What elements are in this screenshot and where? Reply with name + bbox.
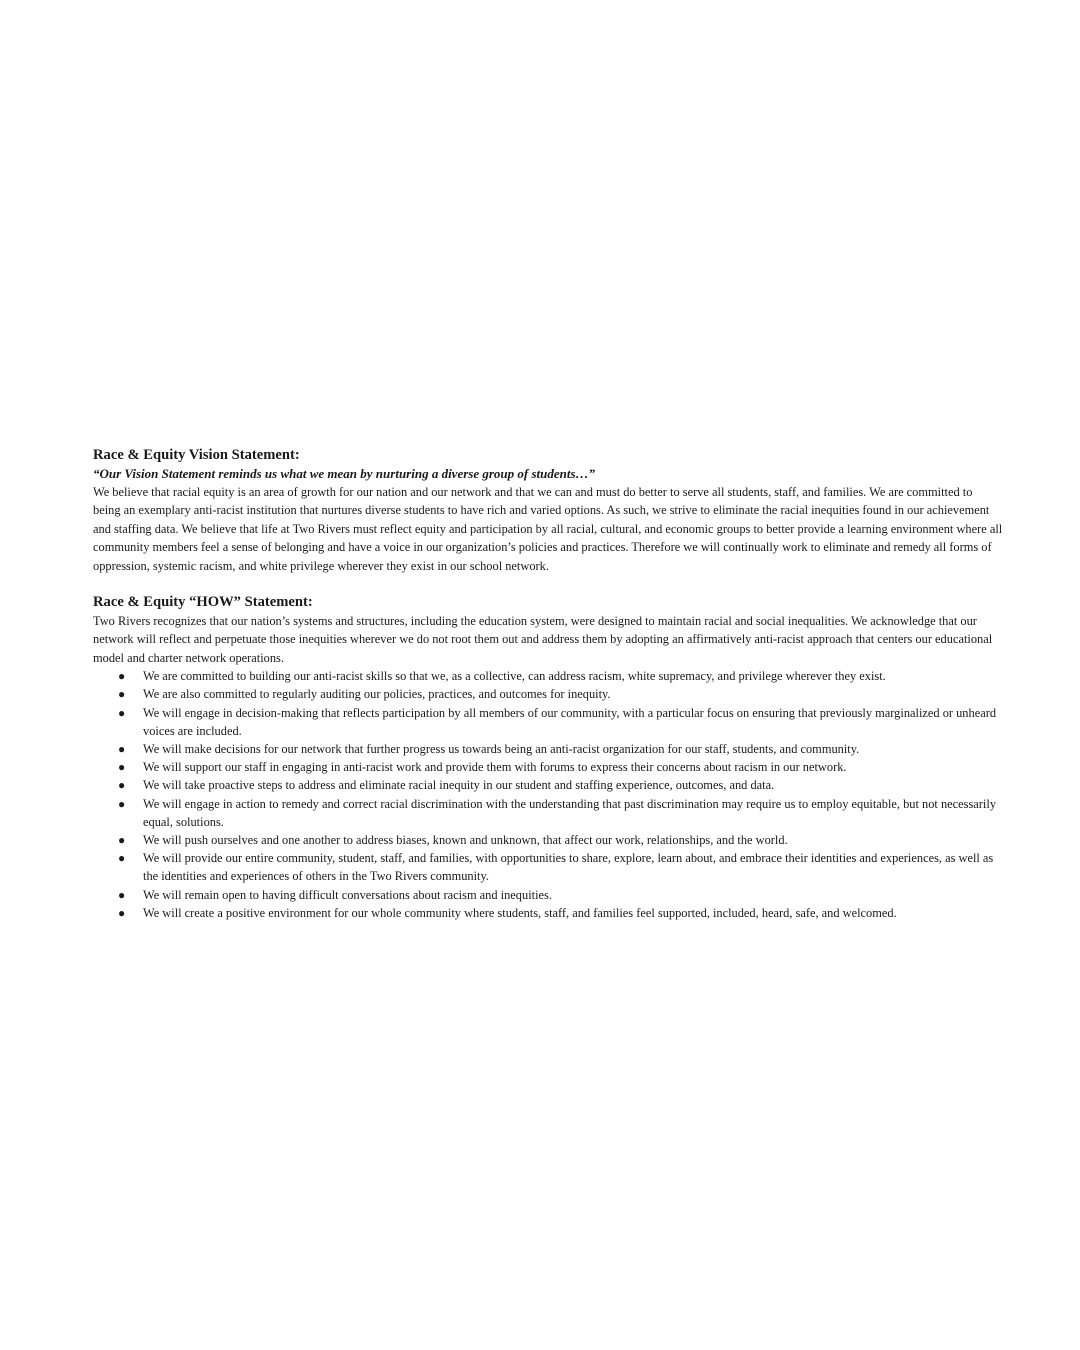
vision-statement-section: [93, 446, 1003, 575]
list-item: [93, 904, 1003, 922]
list-item: [93, 886, 1003, 904]
list-item-text: We are committed to building our anti-racist skills so that we, as a collective, can address racism, white supremacy, and privilege wherever they exist.: [143, 669, 886, 684]
list-item: [93, 685, 1003, 703]
vision-statement-subheading: “Our Vision Statement reminds us what we mean by nurturing a diverse group of students…”: [93, 466, 596, 481]
document-page: [93, 446, 1003, 922]
bullet-icon: ●: [118, 887, 126, 902]
list-item: [93, 758, 1003, 776]
how-statement-heading: Race & Equity “HOW” Statement:: [93, 594, 313, 611]
bullet-icon: ●: [118, 796, 126, 811]
vision-statement-heading: Race & Equity Vision Statement:: [93, 447, 300, 463]
list-item: [93, 704, 1003, 740]
list-item: [93, 740, 1003, 758]
bullet-icon: ●: [118, 778, 126, 793]
how-statement-bullet-list: [93, 667, 1003, 922]
section-spacer: [93, 575, 1003, 593]
how-statement-body: Two Rivers recognizes that our nation’s systems and structures, including the education system, were designed to maintain racial and social inequalities. We acknowledge that our network will reflect and perpetuate those inequities wherever we do not root them out and address them by adopting an affirmatively anti-racist approach that centers our educational model and charter network operations.: [93, 614, 993, 665]
list-item-text: We are also committed to regularly auditing our policies, practices, and outcomes for inequity.: [143, 687, 611, 702]
list-item: [93, 831, 1003, 849]
bullet-icon: ●: [118, 669, 126, 684]
list-item: [93, 667, 1003, 685]
bullet-icon: ●: [118, 705, 126, 720]
list-item-text: We will remain open to having difficult conversations about racism and inequities.: [143, 887, 552, 902]
list-item-text: We will provide our entire community, student, staff, and families, with opportunities to share, explore, learn about, and embrace their identities and experiences, as well as the identities and experiences of others in the Two Rivers community.: [143, 851, 994, 884]
list-item-text: We will push ourselves and one another to address biases, known and unknown, that affect our work, relationships, and the world.: [143, 833, 788, 848]
list-item: [93, 776, 1003, 794]
list-item: [93, 795, 1003, 831]
bullet-icon: ●: [118, 742, 126, 757]
list-item-text: We will create a positive environment for our whole community where students, staff, and families feel supported, included, heard, safe, and welcomed.: [143, 905, 897, 920]
list-item: [93, 849, 1003, 885]
list-item-text: We will engage in action to remedy and correct racial discrimination with the understanding that past discrimination may require us to employ equitable, but not necessarily equal, solutions.: [143, 796, 997, 829]
list-item-text: We will support our staff in engaging in anti-racist work and provide them with forums to express their concerns about racism in our network.: [143, 760, 847, 775]
bullet-icon: ●: [118, 687, 126, 702]
vision-statement-body: We believe that racial equity is an area of growth for our nation and our network and that we can and must do better to serve all students, staff, and families. We are committed to being an exemplary anti-racist institution that nurtures diverse students to have rich and varied options. As such, we strive to eliminate the racial inequities found in our achievement and staffing data. We believe that life at Two Rivers must reflect equity and participation by all racial, cultural, and economic groups to better provide a learning environment where all community members feel a sense of belonging and have a voice in our organization’s policies and practices. Therefore we will continually work to eliminate and remedy all forms of oppression, systemic racism, and white privilege wherever they exist in our school network.: [93, 485, 1003, 573]
list-item-text: We will make decisions for our network that further progress us towards being an anti-racist organization for our staff, students, and community.: [143, 742, 860, 757]
bullet-icon: ●: [118, 760, 126, 775]
list-item-text: We will take proactive steps to address and eliminate racial inequity in our student and staffing experience, outcomes, and data.: [143, 778, 775, 793]
bullet-icon: ●: [118, 851, 126, 866]
how-statement-section: [93, 593, 1003, 922]
bullet-icon: ●: [118, 833, 126, 848]
bullet-icon: ●: [118, 905, 126, 920]
list-item-text: We will engage in decision-making that reflects participation by all members of our community, with a particular focus on ensuring that previously marginalized or unheard voices are included.: [143, 705, 997, 738]
